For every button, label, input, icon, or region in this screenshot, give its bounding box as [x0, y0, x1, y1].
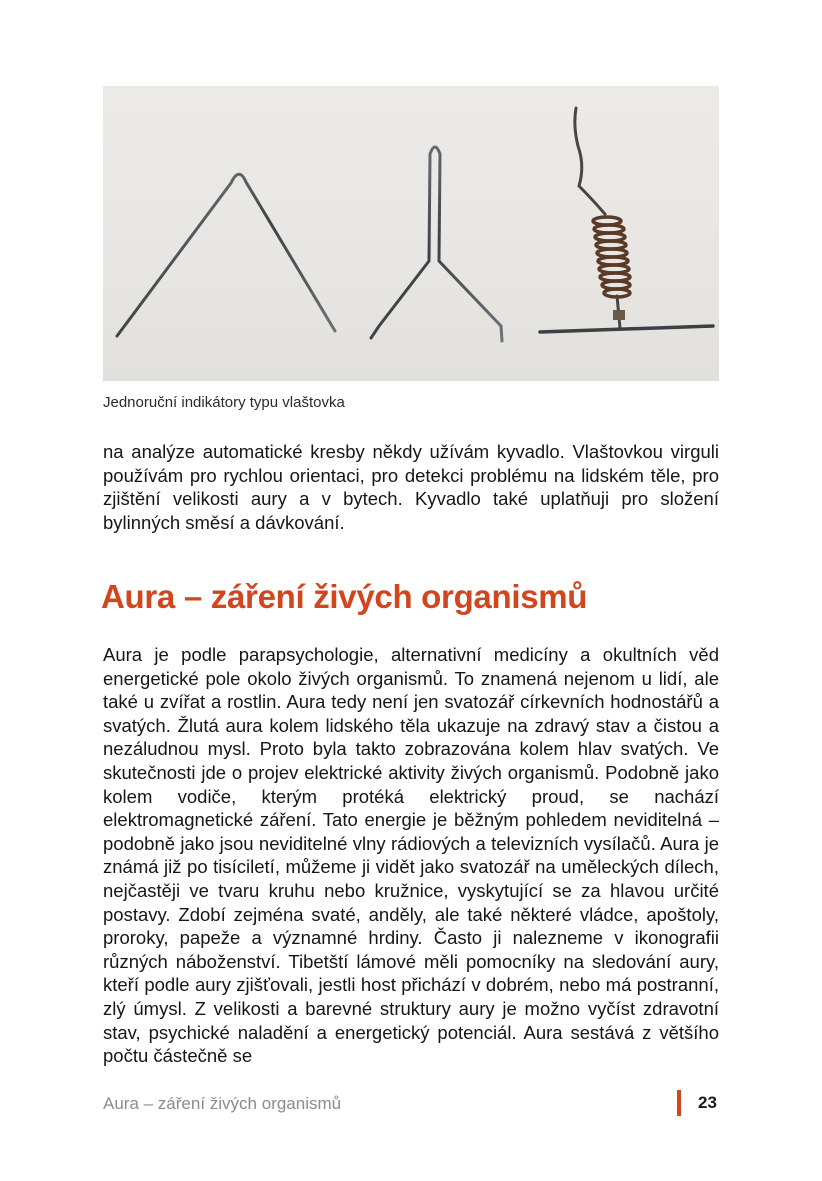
page-number: 23: [698, 1093, 717, 1112]
rod-one: [117, 174, 335, 336]
rod-three: [540, 108, 713, 332]
footer-accent-bar: [677, 1090, 681, 1116]
rod-two: [371, 147, 502, 341]
wire-rods-illustration: [103, 86, 719, 381]
body-paragraph-intro: na analýze automatické kresby někdy užívám kyvadlo. Vlaštovkou virguli používám pro rychlou orientaci, pro detekci problému na lidském těle, pro zjištění velikosti aury a v bytech. Kyvadlo také uplatňuji pro složení bylinných směsí a dávkování.: [103, 441, 719, 533]
dowsing-rods-photo: [103, 86, 719, 381]
running-footer-title: Aura – záření živých organismů: [103, 1094, 342, 1113]
figure-caption: Jednoruční indikátory typu vlaštovka: [103, 394, 345, 411]
section-heading: Aura – záření živých organismů: [101, 578, 588, 615]
body-paragraph-aura: Aura je podle parapsychologie, alternativní medicíny a okultních věd energetické pole okolo živých organismů. To znamená nejenom u lidí, ale také u zvířat a rostlin. Aura tedy není jen svatozář církevních hodnostářů a svatých. Žlutá aura kolem lidského těla ukazuje na zdravý stav a čistou a nezáludnou mysl. Proto byla takto zobrazována kolem hlav svatých. Ve skutečnosti jde o projev elektrické aktivity živých organismů. Podobně jako kolem vodiče, kterým protéká elektrický proud, se nachází elektromagnetické záření. Tato energie je běžným pohledem neviditelná – podobně jako jsou neviditelné vlny rádiových a televizních vysílačů. Aura je známá již po tisíciletí, můžeme ji vidět jako svatozář na uměleckých dílech, nejčastěji ve tvaru kruhu nebo kružnice, vyskytující se za hlavou určité postavy. Zdobí zejména svaté, anděly, ale také některé vládce, apoštoly, proroky, papeže a významné hrdiny. Často ji nalezneme v ikonografii různých náboženství. Tibetští lámové měli pomocníky na sledování aury, kteří podle aury zjišťovali, jestli host přichází v dobrém, nebo má postranní, zlý úmysl. Z velikosti a barevné struktury aury je možno vyčíst zdravotní stav, psychické naladění a energetický potenciál. Aura sestává z většího počtu částečně se: [103, 644, 719, 1067]
